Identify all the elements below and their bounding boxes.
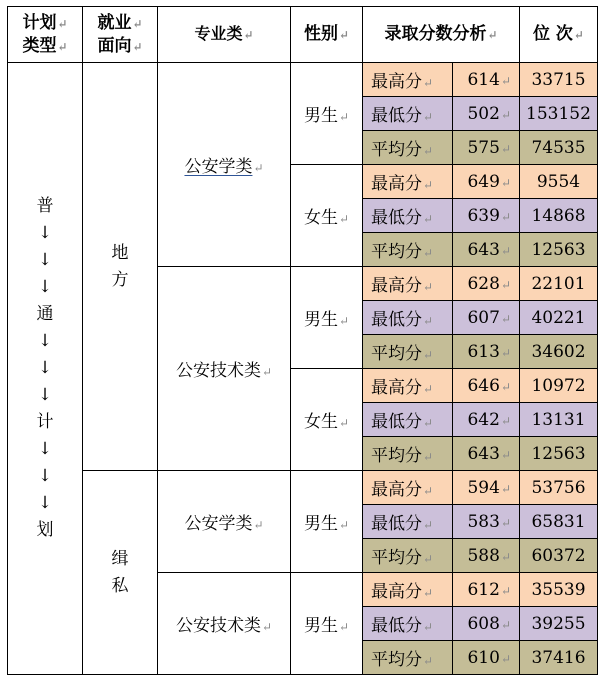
major-cell: 公安学类↵ <box>158 471 291 573</box>
stat-label: 平均分↵ <box>363 539 453 573</box>
rank-value: 12563 <box>520 437 598 471</box>
stat-label: 最高分↵ <box>363 369 453 403</box>
header-gender: 性别↵ <box>291 7 363 63</box>
gender-cell: 男生↵ <box>291 573 363 675</box>
plan-type-cell-char: ↓ <box>37 439 53 459</box>
stat-label: 平均分↵ <box>363 233 453 267</box>
header-row <box>8 7 598 63</box>
header-employment-line2: 面向 <box>97 35 132 56</box>
header-employment: 就业↵ 面向↵ <box>83 7 158 63</box>
rank-value: 39255 <box>520 607 598 641</box>
stat-label: 平均分↵ <box>363 641 453 675</box>
table-row <box>8 471 598 505</box>
rank-value: 153152 <box>520 97 598 131</box>
rank-value: 12563 <box>520 233 598 267</box>
plan-type-cell-char: 普 <box>36 196 54 216</box>
admission-score-table <box>7 6 598 675</box>
score-value: 643↵ <box>453 233 520 267</box>
employment-cell-anti-drug <box>83 471 158 675</box>
score-value: 607↵ <box>453 301 520 335</box>
plan-type-cell-char: ↓ <box>37 277 53 297</box>
rank-value: 33715 <box>520 63 598 97</box>
stat-label: 最低分↵ <box>363 505 453 539</box>
gender-cell: 男生↵ <box>291 267 363 369</box>
rank-value: 9554 <box>520 165 598 199</box>
score-value: 628↵ <box>453 267 520 301</box>
score-value: 610↵ <box>453 641 520 675</box>
rank-value: 34602 <box>520 335 598 369</box>
employment-cell-anti-drug-char: 缉 <box>111 548 129 569</box>
score-value: 649↵ <box>453 165 520 199</box>
stat-label: 最低分↵ <box>363 97 453 131</box>
score-value: 612↵ <box>453 573 520 607</box>
rank-value: 35539 <box>520 573 598 607</box>
score-value: 643↵ <box>453 437 520 471</box>
rank-value: 37416 <box>520 641 598 675</box>
gender-cell: 男生↵ <box>291 471 363 573</box>
stat-label: 最高分↵ <box>363 63 453 97</box>
score-value: 588↵ <box>453 539 520 573</box>
stat-label: 平均分↵ <box>363 437 453 471</box>
major-cell: 公安学类↵ <box>158 63 291 267</box>
employment-cell-anti-drug-char: 私 <box>111 575 129 596</box>
score-value: 639↵ <box>453 199 520 233</box>
gender-cell: 女生↵ <box>291 369 363 471</box>
major-cell: 公安技术类↵ <box>158 267 291 471</box>
stat-label: 最低分↵ <box>363 403 453 437</box>
score-value: 646↵ <box>453 369 520 403</box>
gender-cell: 女生↵ <box>291 165 363 267</box>
stat-label: 最高分↵ <box>363 573 453 607</box>
rank-value: 40221 <box>520 301 598 335</box>
stat-label: 最高分↵ <box>363 471 453 505</box>
header-rank: 位 次↵ <box>520 7 598 63</box>
score-value: 594↵ <box>453 471 520 505</box>
plan-type-cell-char: 通 <box>36 304 54 324</box>
plan-type-cell-char: ↓ <box>37 493 53 513</box>
rank-value: 65831 <box>520 505 598 539</box>
table-row <box>8 63 598 97</box>
stat-label: 最低分↵ <box>363 301 453 335</box>
header-plan-type-line2: 类型 <box>22 35 57 56</box>
plan-type-cell-char: ↓ <box>37 385 53 405</box>
rank-value: 10972 <box>520 369 598 403</box>
employment-cell-local-char: 地 <box>111 242 129 263</box>
stat-label: 最低分↵ <box>363 607 453 641</box>
rank-value: 13131 <box>520 403 598 437</box>
stat-label: 平均分↵ <box>363 131 453 165</box>
plan-type-cell-char: ↓ <box>37 466 53 486</box>
plan-type-cell <box>8 63 83 675</box>
rank-value: 22101 <box>520 267 598 301</box>
header-analysis: 录取分数分析↵ <box>363 7 520 63</box>
score-value: 502↵ <box>453 97 520 131</box>
plan-type-cell-char: ↓ <box>37 223 53 243</box>
rank-value: 74535 <box>520 131 598 165</box>
stat-label: 最高分↵ <box>363 165 453 199</box>
plan-type-cell-char: 划 <box>36 520 54 540</box>
rank-value: 53756 <box>520 471 598 505</box>
header-plan-type: 计划↵ 类型↵ <box>8 7 83 63</box>
rank-value: 60372 <box>520 539 598 573</box>
major-cell: 公安技术类↵ <box>158 573 291 675</box>
score-value: 583↵ <box>453 505 520 539</box>
rank-value: 14868 <box>520 199 598 233</box>
plan-type-cell-char: 计 <box>36 412 54 432</box>
stat-label: 平均分↵ <box>363 335 453 369</box>
header-major: 专业类↵ <box>158 7 291 63</box>
header-plan-type-line1: 计划 <box>22 12 57 33</box>
gender-cell: 男生↵ <box>291 63 363 165</box>
employment-cell-local <box>83 63 158 471</box>
plan-type-cell-char: ↓ <box>37 250 53 270</box>
header-employment-line1: 就业 <box>97 12 132 33</box>
score-value: 575↵ <box>453 131 520 165</box>
score-value: 614↵ <box>453 63 520 97</box>
score-value: 642↵ <box>453 403 520 437</box>
plan-type-cell-char: ↓ <box>37 358 53 378</box>
plan-type-cell-char: ↓ <box>37 331 53 351</box>
stat-label: 最低分↵ <box>363 199 453 233</box>
score-value: 613↵ <box>453 335 520 369</box>
score-value: 608↵ <box>453 607 520 641</box>
stat-label: 最高分↵ <box>363 267 453 301</box>
employment-cell-local-char: 方 <box>111 269 129 290</box>
